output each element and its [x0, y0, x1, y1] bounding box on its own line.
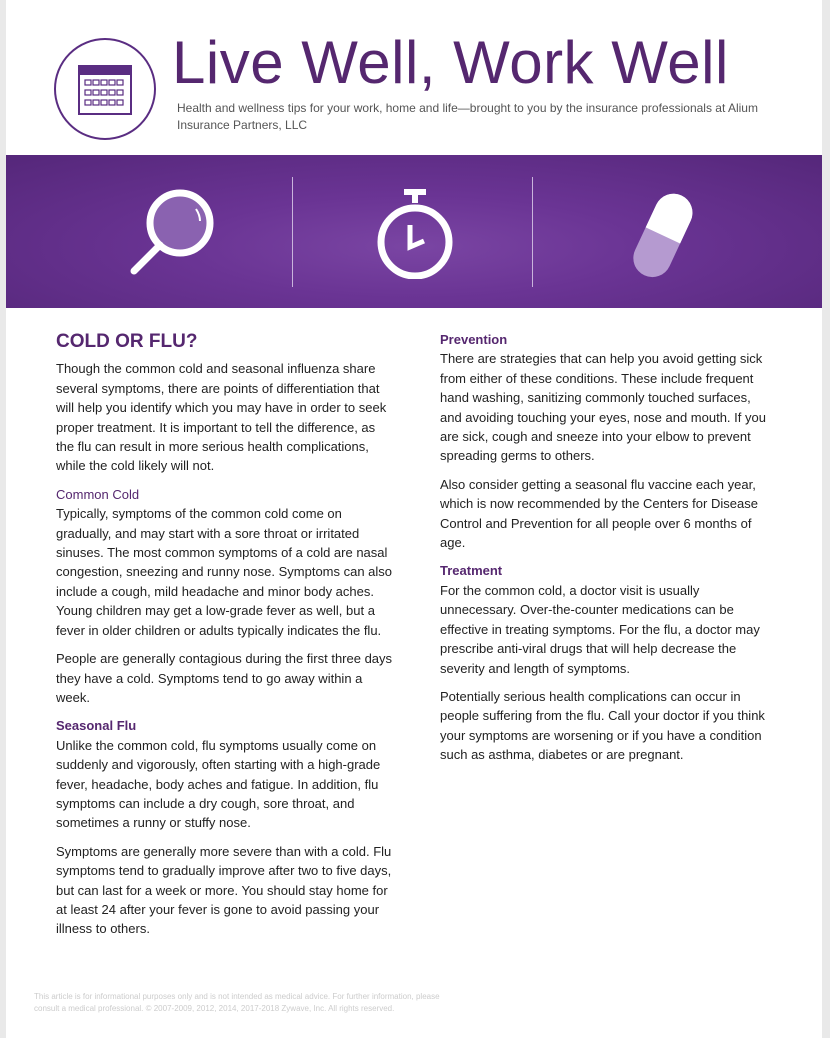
paragraph: For the common cold, a doctor visit is usually unnecessary. Over-the-counter medications can be effective in treating symptoms. For the flu, a doctor may prescribe anti-viral drugs that will help decrease the severity and length of symptoms.	[440, 582, 760, 676]
paragraph: Also consider getting a seasonal flu vaccine each year, which is now recommended by the Centers for Disease Control and Prevention for all people over 6 months of age.	[440, 476, 758, 551]
banner-divider	[532, 177, 533, 287]
page-title: Live Well, Work Well	[172, 29, 729, 96]
left-column	[56, 332, 396, 948]
paragraph: Unlike the common cold, flu symptoms usually come on suddenly and vigorously, often starting with a high-grade fever, headache, body aches and fatigue. In addition, flu symptoms can include a dry cough, sore throat, and sometimes a runny or stuffy nose.	[56, 737, 381, 831]
magnifying-glass-icon	[124, 187, 220, 279]
paragraph: People are generally contagious during the first three days they have a cold. Symptoms tend to go away within a week.	[56, 651, 393, 705]
common-cold-heading: Common Cold	[56, 486, 140, 502]
disclaimer-footer: This article is for informational purposes only and is not intended as medical advice. For further information, please consult a medical professional. © 2007-2009, 2012, 2014, 2017-2018 Zywave, Inc. All rights reserved.	[34, 992, 440, 1013]
stopwatch-icon	[374, 187, 458, 279]
calendar-icon	[54, 38, 156, 140]
intro-paragraph: Though the common cold and seasonal influenza share several symptoms, there are points of differentiation that will help you identify which you may have in order to seek proper treatment. It is important to tell the difference, as the flu can result in more serious health complications, while the cold likely will not.	[56, 361, 387, 474]
paragraph: Potentially serious health complications can occur in people suffering from the flu. Call your doctor if you think your symptoms are worsening or if you have a condition such as asthma, diabetes or are pregnant.	[440, 688, 765, 763]
article-heading: COLD OR FLU?	[56, 331, 198, 352]
banner-divider	[292, 177, 293, 287]
paragraph: Symptoms are generally more severe than with a cold. Flu symptoms tend to gradually improve after two to five days, but can last for a week or more. You should stay home for at least 24 after your fever is gone to avoid passing your illness to others.	[56, 843, 392, 937]
document-page	[6, 0, 822, 1038]
prevention-heading: Prevention	[440, 332, 508, 347]
paragraph: Typically, symptoms of the common cold come on gradually, and may start with a sore throat or irritated sinuses. The most common symptoms of a cold are nasal congestion, sneezing and runny nose. Symptoms can also include a cough, mild headache and minor body aches. Young children may get a low-grade fever as well, but a fever in older children or adults typically indicates the flu.	[56, 506, 393, 638]
seasonal-flu-heading: Seasonal Flu	[56, 718, 137, 734]
treatment-heading: Treatment	[440, 563, 503, 579]
paragraph: There are strategies that can help you avoid getting sick from either of these conditions. These include frequent hand washing, sanitizing commonly touched surfaces, and avoiding touching your eyes, nose and mouth. If you are sick, cough and sneeze into your elbow to prevent spreading germs to others.	[440, 351, 766, 464]
page-subtitle: Health and wellness tips for your work, home and life—brought to you by the insurance professionals at Alium Insurance Partners, LLC	[177, 101, 758, 132]
right-column	[440, 328, 774, 774]
icon-banner	[6, 155, 822, 308]
pill-icon	[622, 189, 702, 281]
